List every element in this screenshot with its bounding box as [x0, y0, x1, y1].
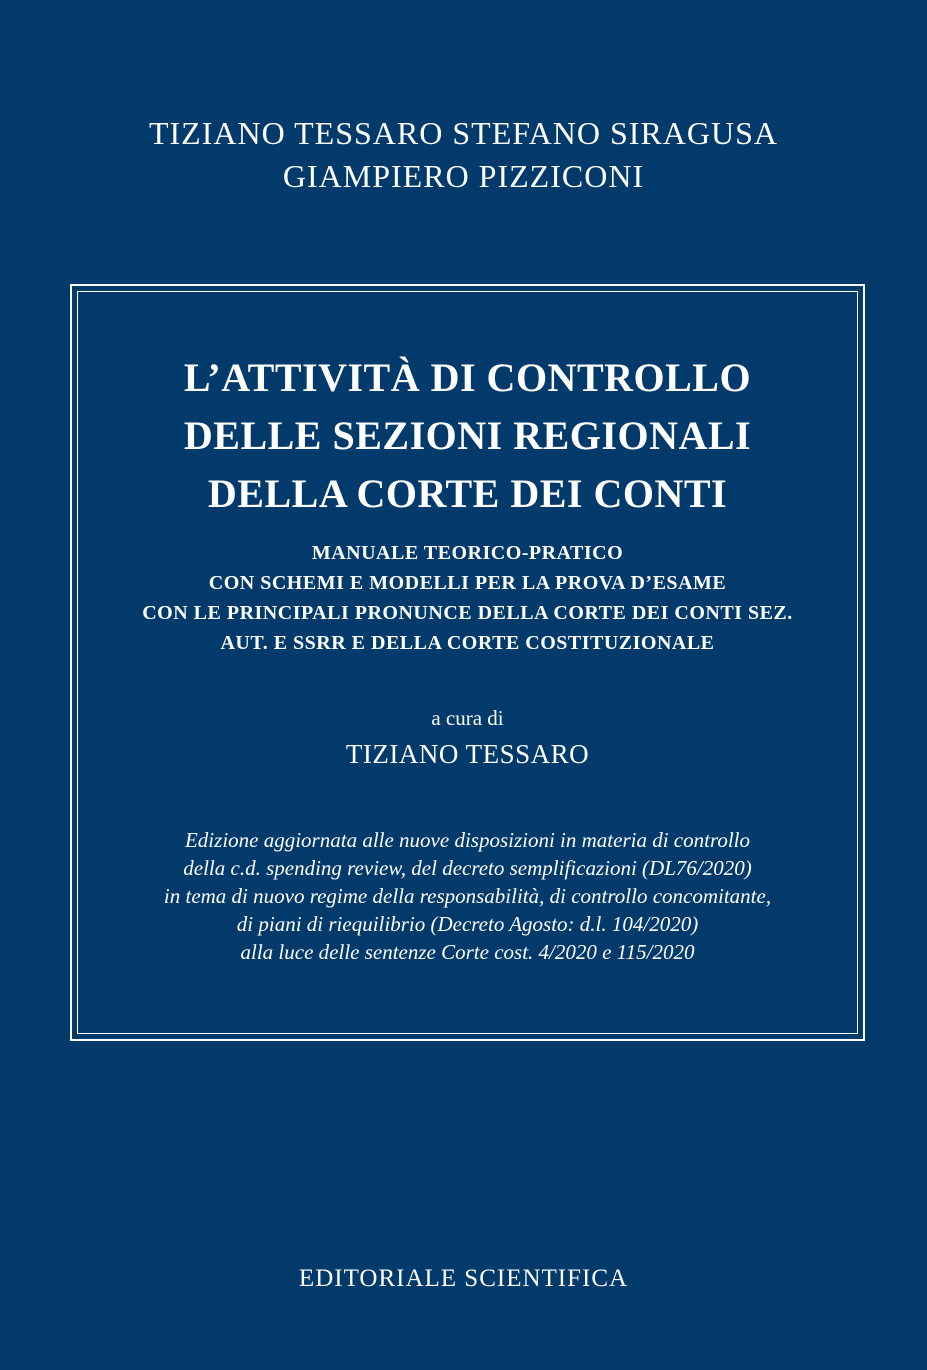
- book-title-line-1: L’ATTIVITÀ DI CONTROLLO: [183, 355, 752, 400]
- edition-note-line-4: di piani di riequilibrio (Decreto Agosto: d.l. 104/2020): [236, 912, 699, 936]
- edition-note-line-3: in tema di nuovo regime della responsabilità, di controllo concomitante,: [163, 884, 772, 908]
- book-subtitle: [72, 538, 863, 658]
- book-title-line-3: DELLA CORTE DEI CONTI: [207, 471, 728, 516]
- title-frame: [70, 284, 865, 1041]
- publisher-name: EDITORIALE SCIENTIFICA: [298, 1265, 629, 1292]
- book-subtitle-line-4: AUT. E SSRR E DELLA CORTE COSTITUZIONALE: [220, 632, 715, 654]
- curator-label: a cura di: [431, 706, 504, 730]
- edition-note: [72, 826, 863, 966]
- edition-note-line-5: alla luce delle sentenze Corte cost. 4/2020 e 115/2020: [240, 940, 695, 964]
- edition-note-line-1: Edizione aggiornata alle nuove disposizioni in materia di controllo: [184, 828, 751, 852]
- authors-line-1: TIZIANO TESSARO STEFANO SIRAGUSA: [148, 115, 779, 151]
- edition-note-line-2: della c.d. spending review, del decreto semplificazioni (DL76/2020): [183, 856, 752, 880]
- curator-name: TIZIANO TESSARO: [345, 739, 590, 769]
- book-subtitle-line-1: MANUALE TEORICO-PRATICO: [311, 542, 624, 564]
- book-title: [72, 349, 863, 523]
- book-subtitle-line-3: CON LE PRINCIPALI PRONUNCE DELLA CORTE DEI CONTI SEZ.: [142, 602, 793, 624]
- book-title-line-2: DELLE SEZIONI REGIONALI: [183, 413, 752, 458]
- authors-line-2: GIAMPIERO PIZZICONI: [282, 158, 645, 194]
- book-subtitle-line-2: CON SCHEMI E MODELLI PER LA PROVA D’ESAME: [208, 572, 727, 594]
- authors: [0, 112, 927, 198]
